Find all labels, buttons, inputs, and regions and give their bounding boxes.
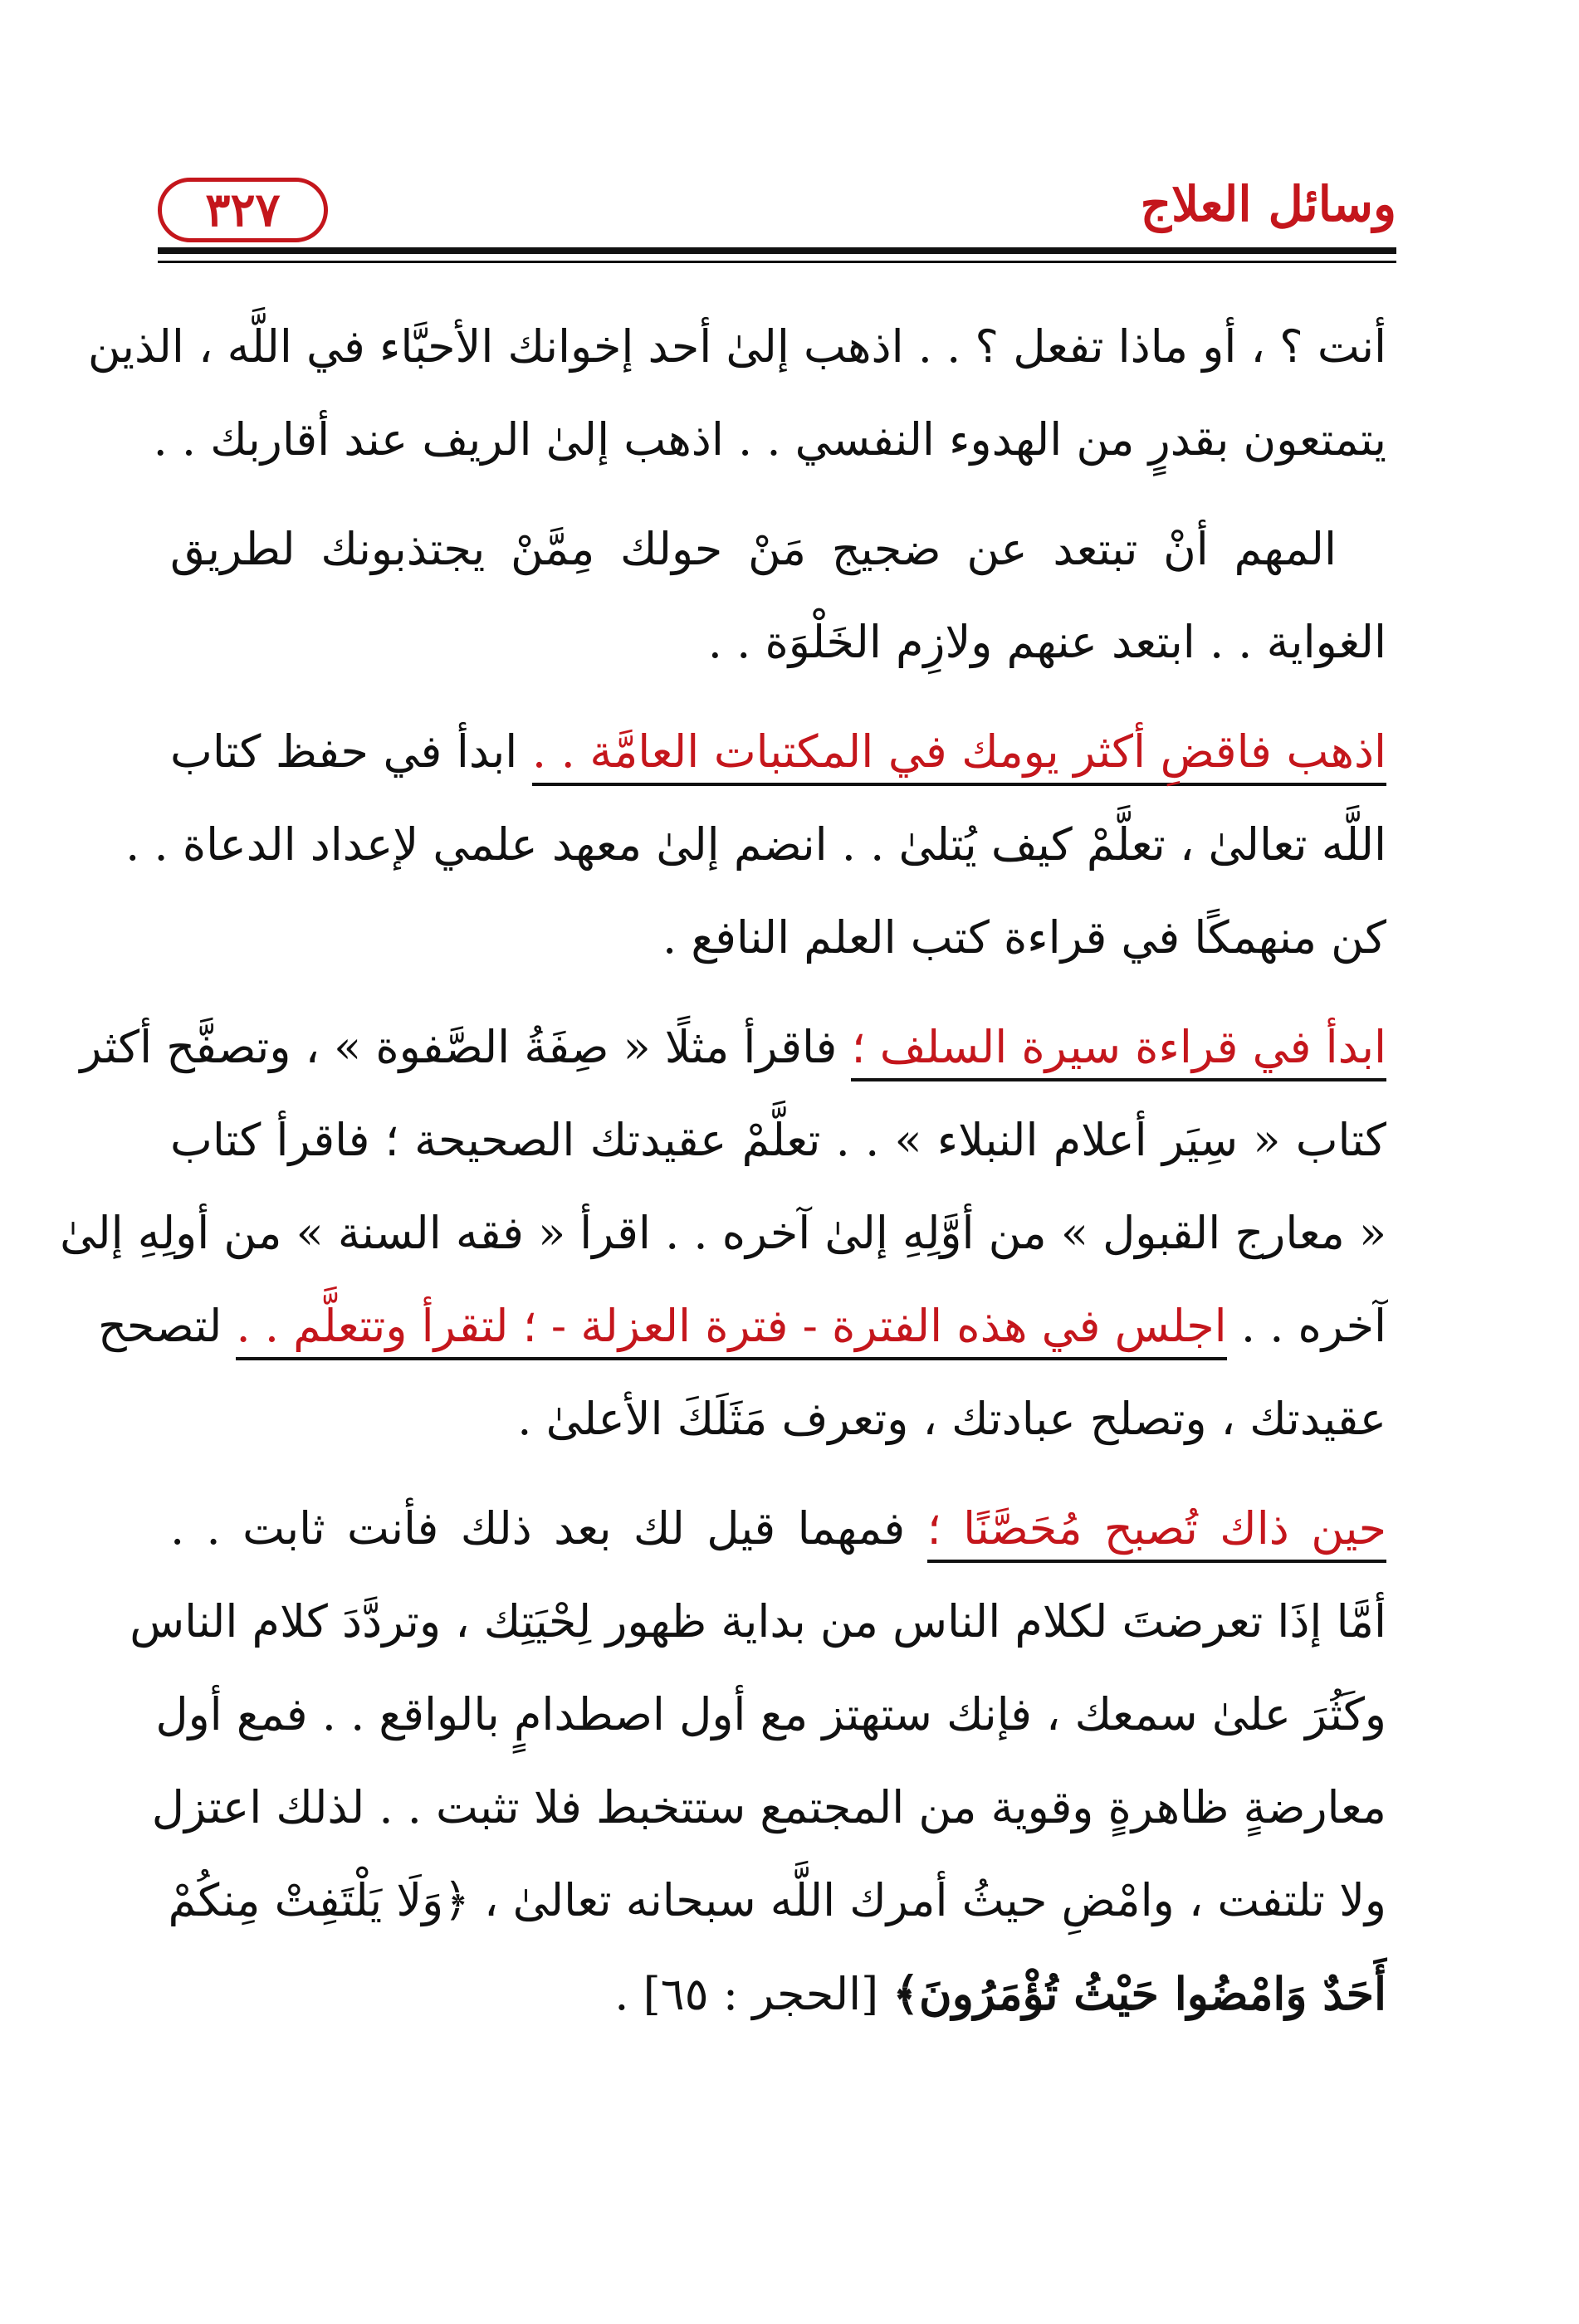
page-header: [158, 166, 1396, 257]
text-span: لتصحح: [98, 1300, 222, 1352]
text-line: أنت ؟ ، أو ماذا تفعل ؟ . . اذهب إلىٰ أحد إخوانك الأحبَّاء في اللَّه ، الذين: [87, 320, 1386, 373]
text-line: المهم أنْ تبتعد عن ضجيج مَنْ حولك مِمَّنْ يجتذبونك لطريق: [170, 523, 1337, 575]
text-line: [170, 706, 1386, 798]
text-span: ابدأ في حفظ كتاب: [170, 725, 518, 778]
paragraph-2: [170, 503, 1386, 689]
text-line: وكَثُرَ علىٰ سمعك ، فإنك ستهتز مع أول اصطدامٍ بالواقع . . فمع أول: [155, 1688, 1386, 1741]
text-line: الغواية . . ابتعد عنهم ولازِم الخَلْوَة . .: [707, 616, 1386, 668]
highlighted-phrase: اذهب فاقضِ أكثر يومك في المكتبات العامَّة . .: [532, 725, 1386, 786]
text-line: عقيدتك ، وتصلح عبادتك ، وتعرف مَثَلَكَ الأعلىٰ .: [517, 1393, 1386, 1445]
text-line: كتاب « سِيَر أعلام النبلاء » . . تعلَّمْ عقيدتك الصحيحة ؛ فاقرأ كتاب: [170, 1114, 1386, 1166]
text-line: أمَّا إذَا تعرضتَ لكلام الناس من بداية ظهور لِحْيَتِك ، وتردَّدَ كلام الناس: [130, 1595, 1386, 1648]
text-line: اللَّه تعالىٰ ، تعلَّمْ كيف يُتلىٰ . . انضم إلىٰ معهد علمي لإعداد الدعاة . .: [125, 818, 1386, 871]
text-span: فمهما قيل لك بعد ذلك فأنت ثابت . .: [170, 1502, 906, 1555]
header-rule-thin: [158, 261, 1396, 263]
paragraph-5: [130, 1482, 1386, 2040]
text-span: فاقرأ مثلًا « صِفَةُ الصَّفوة » ، وتصفَّح أكثر: [80, 1021, 838, 1073]
text-line: « معارج القبول » من أوَّلِهِ إلىٰ آخره . . اقرأ « فقه السنة » من أولِهِ إلىٰ: [60, 1207, 1386, 1259]
header-rule-thick: [158, 247, 1396, 254]
chapter-title: وسائل العلاج: [1140, 176, 1396, 232]
text-line: يتمتعون بقدرٍ من الهدوء النفسي . . اذهب إلىٰ الريف عند أقاربك . .: [153, 413, 1386, 466]
text-line: [98, 1280, 1386, 1373]
paragraph-3: [125, 706, 1386, 984]
text-line: [80, 1001, 1386, 1094]
verse-reference: [الحجر : ٦٥] .: [614, 1968, 879, 2020]
page-number-badge: ٣٢٧: [158, 178, 328, 242]
highlighted-phrase: ابدأ في قراءة سيرة السلف ؛: [851, 1021, 1386, 1081]
text-line: [170, 1482, 1386, 1575]
paragraph-4: [60, 1001, 1386, 1466]
text-span: آخره . .: [1240, 1300, 1386, 1352]
highlighted-phrase: حين ذاك تُصبح مُحَصَّنًا ؛: [927, 1502, 1386, 1563]
quran-verse: أَحَدٌ وَامْضُوا حَيْثُ تُؤْمَرُونَ﴾: [892, 1967, 1386, 2020]
text-line: معارضةٍ ظاهرةٍ وقوية من المجتمع ستتخبط فلا تثبت . . لذلك اعتزل: [151, 1781, 1386, 1833]
text-line: ولا تلتفت ، وامْضِ حيثُ أمرك اللَّه سبحانه تعالىٰ ، ﴿وَلَا يَلْتَفِتْ مِنكُمْ: [168, 1874, 1386, 1926]
text-line: [170, 1947, 1386, 2040]
text-line: كن منهمكًا في قراءة كتب العلم النافع .: [662, 911, 1386, 964]
body-text: [60, 300, 1386, 2040]
paragraph-1: [87, 300, 1386, 486]
highlighted-phrase: اجلس في هذه الفترة - فترة العزلة - ؛ لتقرأ وتتعلَّم . .: [236, 1300, 1226, 1360]
